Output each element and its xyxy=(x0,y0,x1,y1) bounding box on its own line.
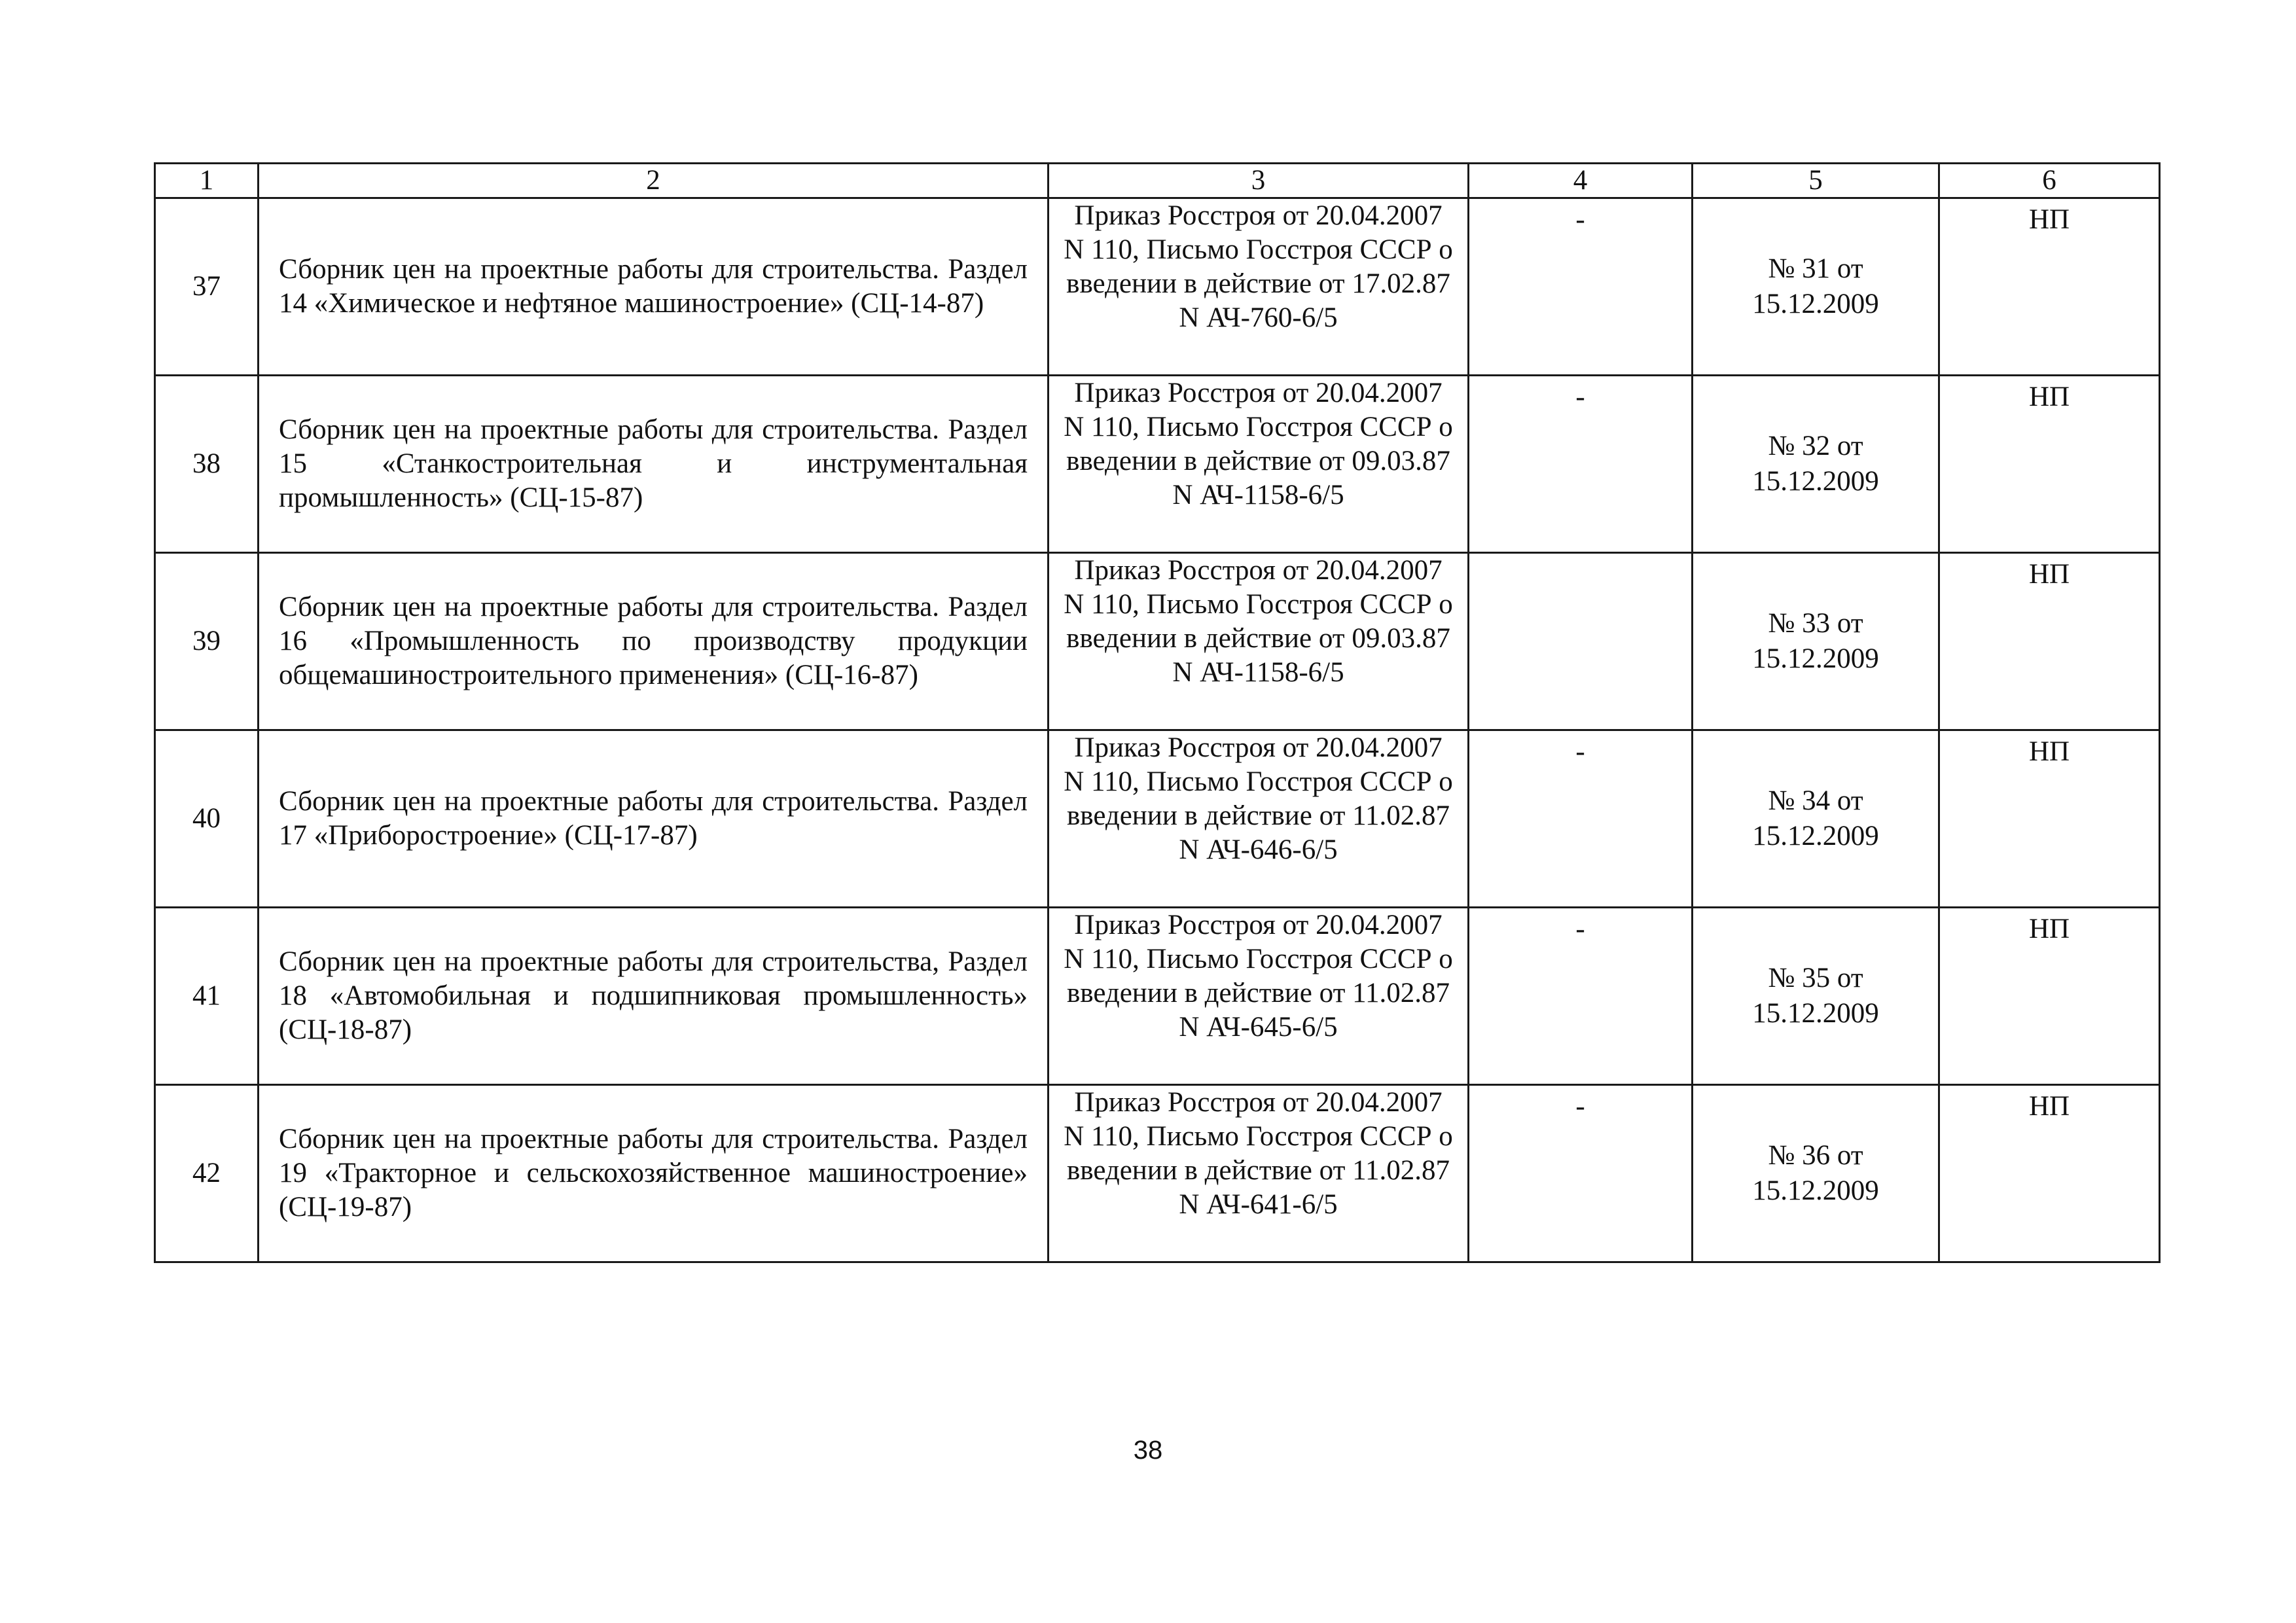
collection-name: Сборник цен на проектные работы для строительства. Раздел 17 «Приборостроение» (СЦ-17-87) xyxy=(259,730,1049,908)
page-number: 38 xyxy=(1133,1436,1163,1465)
table-row xyxy=(155,376,2160,553)
row-number: 37 xyxy=(155,198,259,376)
collection-name: Сборник цен на проектные работы для строительства. Раздел 14 «Химическое и нефтяное машиностроение» (СЦ-14-87) xyxy=(259,198,1049,376)
header-cell-6: 6 xyxy=(1939,164,2160,198)
letter-reference xyxy=(1693,198,1939,376)
letter-number: № 32 от xyxy=(1768,431,1863,461)
status-mark: НП xyxy=(1939,553,2160,730)
column-4-value: - xyxy=(1469,908,1693,1085)
approving-document: Приказ Росстроя от 20.04.2007 N 110, Письмо Госстроя СССР о введении в действие от 09.03.87 N АЧ-1158-6/5 xyxy=(1049,553,1469,730)
row-number: 38 xyxy=(155,376,259,553)
column-4-value: - xyxy=(1469,376,1693,553)
letter-date: 15.12.2009 xyxy=(1752,643,1879,674)
registry-table xyxy=(154,162,2161,1263)
collection-name: Сборник цен на проектные работы для строительства, Раздел 18 «Автомобильная и подшипниковая промышленность» (СЦ-18-87) xyxy=(259,908,1049,1085)
letter-number: № 36 от xyxy=(1768,1140,1863,1171)
approving-document: Приказ Росстроя от 20.04.2007 N 110, Письмо Госстроя СССР о введении в действие от 11.02.87 N АЧ-646-6/5 xyxy=(1049,730,1469,908)
approving-document: Приказ Росстроя от 20.04.2007 N 110, Письмо Госстроя СССР о введении в действие от 11.02.87 N АЧ-641-6/5 xyxy=(1049,1085,1469,1262)
letter-date: 15.12.2009 xyxy=(1752,466,1879,497)
status-mark: НП xyxy=(1939,908,2160,1085)
row-number: 39 xyxy=(155,553,259,730)
letter-reference xyxy=(1693,730,1939,908)
column-4-value: - xyxy=(1469,730,1693,908)
status-mark: НП xyxy=(1939,730,2160,908)
collection-name: Сборник цен на проектные работы для строительства. Раздел 16 «Промышленность по производству продукции общемашиностроительного применения» (СЦ-16-87) xyxy=(259,553,1049,730)
status-mark: НП xyxy=(1939,198,2160,376)
approving-document: Приказ Росстроя от 20.04.2007 N 110, Письмо Госстроя СССР о введении в действие от 17.02.87 N АЧ-760-6/5 xyxy=(1049,198,1469,376)
status-mark: НП xyxy=(1939,376,2160,553)
header-cell-4: 4 xyxy=(1469,164,1693,198)
letter-reference xyxy=(1693,376,1939,553)
letter-reference xyxy=(1693,1085,1939,1262)
header-row xyxy=(155,164,2160,198)
column-4-value: - xyxy=(1469,1085,1693,1262)
letter-number: № 34 от xyxy=(1768,785,1863,816)
row-number: 41 xyxy=(155,908,259,1085)
approving-document: Приказ Росстроя от 20.04.2007 N 110, Письмо Госстроя СССР о введении в действие от 11.02.87 N АЧ-645-6/5 xyxy=(1049,908,1469,1085)
column-4-value xyxy=(1469,553,1693,730)
header-cell-5: 5 xyxy=(1693,164,1939,198)
letter-number: № 33 от xyxy=(1768,608,1863,639)
table-row xyxy=(155,908,2160,1085)
letter-date: 15.12.2009 xyxy=(1752,998,1879,1029)
letter-number: № 35 от xyxy=(1768,963,1863,993)
header-cell-3: 3 xyxy=(1049,164,1469,198)
header-cell-1: 1 xyxy=(155,164,259,198)
letter-date: 15.12.2009 xyxy=(1752,821,1879,851)
header-cell-2: 2 xyxy=(259,164,1049,198)
table-row xyxy=(155,730,2160,908)
approving-document: Приказ Росстроя от 20.04.2007 N 110, Письмо Госстроя СССР о введении в действие от 09.03.87 N АЧ-1158-6/5 xyxy=(1049,376,1469,553)
row-number: 42 xyxy=(155,1085,259,1262)
table-row xyxy=(155,1085,2160,1262)
letter-date: 15.12.2009 xyxy=(1752,1175,1879,1206)
table-row xyxy=(155,198,2160,376)
collection-name: Сборник цен на проектные работы для строительства. Раздел 19 «Тракторное и сельскохозяйственное машиностроение» (СЦ-19-87) xyxy=(259,1085,1049,1262)
letter-number: № 31 от xyxy=(1768,253,1863,284)
collection-name: Сборник цен на проектные работы для строительства. Раздел 15 «Станкостроительная и инструментальная промышленность» (СЦ-15-87) xyxy=(259,376,1049,553)
row-number: 40 xyxy=(155,730,259,908)
letter-date: 15.12.2009 xyxy=(1752,289,1879,319)
letter-reference xyxy=(1693,553,1939,730)
status-mark: НП xyxy=(1939,1085,2160,1262)
table-row xyxy=(155,553,2160,730)
letter-reference xyxy=(1693,908,1939,1085)
column-4-value: - xyxy=(1469,198,1693,376)
